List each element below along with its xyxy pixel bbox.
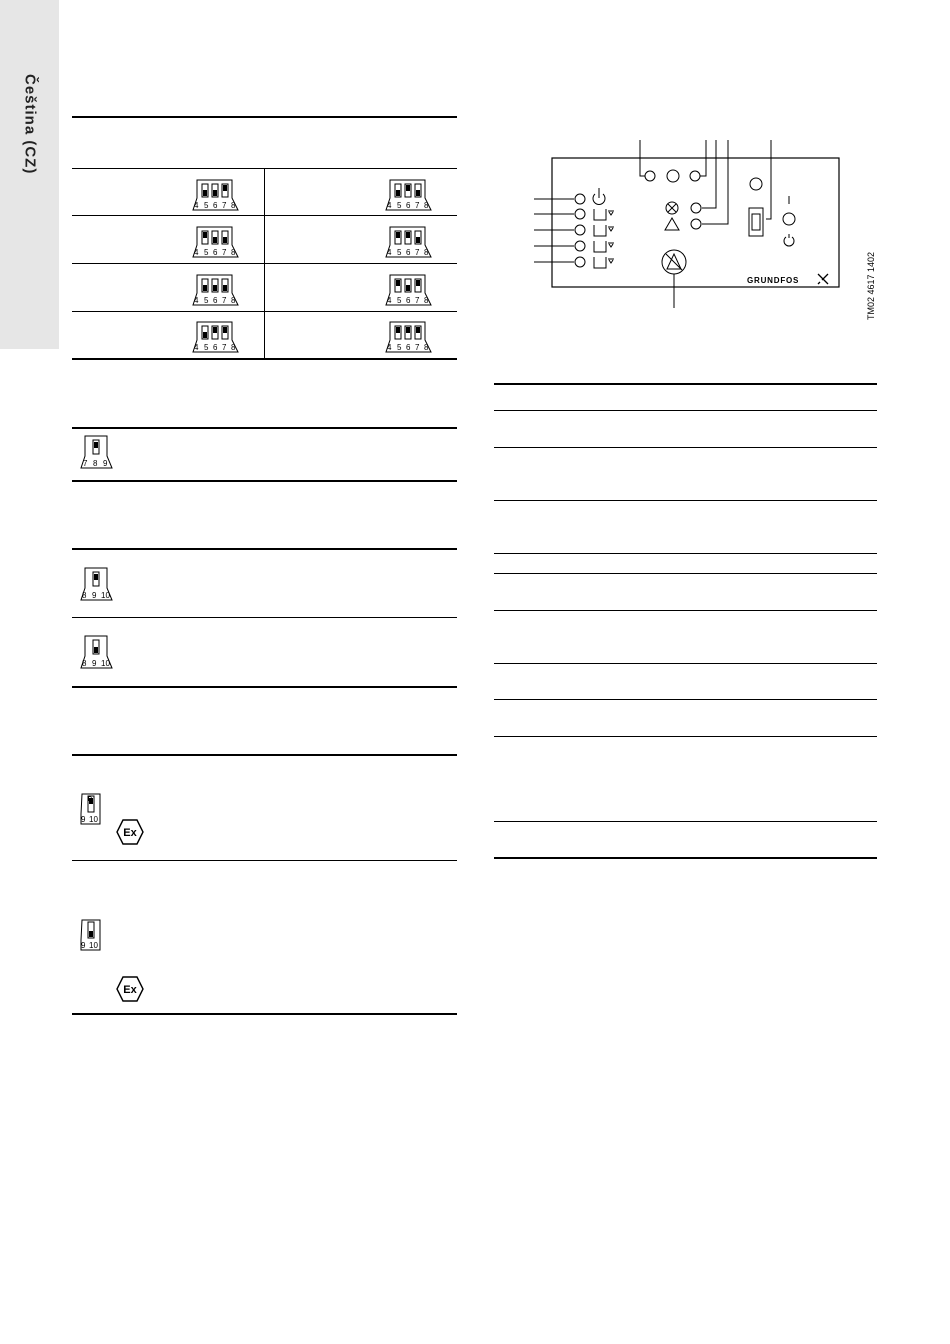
svg-text:4: 4 xyxy=(194,296,199,305)
section-rule xyxy=(72,1013,457,1015)
svg-text:8: 8 xyxy=(424,201,429,210)
svg-text:8: 8 xyxy=(93,459,98,468)
table-row-rule xyxy=(494,553,877,554)
svg-text:6: 6 xyxy=(213,248,218,257)
dip-switch-icon xyxy=(192,273,240,307)
svg-text:9: 9 xyxy=(81,941,86,950)
section-rule xyxy=(72,427,457,429)
svg-text:5: 5 xyxy=(204,201,209,210)
svg-text:5: 5 xyxy=(204,343,209,352)
svg-text:8: 8 xyxy=(231,201,236,210)
svg-text:7: 7 xyxy=(222,343,227,352)
svg-text:6: 6 xyxy=(213,296,218,305)
table-row-rule xyxy=(494,663,877,664)
language-tab-label: Čeština (CZ) xyxy=(21,74,39,175)
ex-hazard-icon xyxy=(116,819,144,845)
section-rule xyxy=(72,754,457,756)
svg-text:8: 8 xyxy=(424,343,429,352)
section-rule xyxy=(72,686,457,688)
svg-text:4: 4 xyxy=(387,248,392,257)
svg-text:8: 8 xyxy=(231,248,236,257)
table-row-rule xyxy=(494,699,877,700)
svg-text:8: 8 xyxy=(424,248,429,257)
svg-text:9: 9 xyxy=(92,659,97,668)
svg-text:10: 10 xyxy=(89,941,98,950)
table-top-rule xyxy=(72,116,457,118)
language-side-tab xyxy=(0,0,59,349)
svg-text:6: 6 xyxy=(406,343,411,352)
svg-text:6: 6 xyxy=(406,201,411,210)
svg-text:5: 5 xyxy=(204,248,209,257)
svg-text:6: 6 xyxy=(213,343,218,352)
dip-switch-9-10-icon xyxy=(80,792,104,826)
svg-text:7: 7 xyxy=(415,296,420,305)
figure-reference-code: TM02 4617 1402 xyxy=(866,251,876,320)
dip-switch-7-8-9-icon xyxy=(80,434,114,470)
control-panel-figure xyxy=(530,136,850,311)
section-rule xyxy=(72,860,457,861)
svg-text:10: 10 xyxy=(101,659,110,668)
svg-text:7: 7 xyxy=(222,296,227,305)
svg-text:9: 9 xyxy=(81,815,86,824)
section-rule xyxy=(72,548,457,550)
svg-text:8: 8 xyxy=(82,659,87,668)
svg-text:9: 9 xyxy=(103,459,108,468)
svg-text:4: 4 xyxy=(387,343,392,352)
brand-logo-text: GRUNDFOS xyxy=(747,276,800,285)
svg-text:Ex: Ex xyxy=(123,984,137,996)
dip-switch-icon xyxy=(385,273,433,307)
table-row-rule xyxy=(494,447,877,448)
svg-text:P: P xyxy=(88,797,93,803)
dip-switch-8-9-10-icon xyxy=(80,634,114,670)
svg-text:8: 8 xyxy=(424,296,429,305)
svg-text:4: 4 xyxy=(194,248,199,257)
table-row-rule xyxy=(494,410,877,411)
svg-text:10: 10 xyxy=(101,591,110,600)
svg-text:4: 4 xyxy=(194,343,199,352)
svg-text:7: 7 xyxy=(222,248,227,257)
table-row-rule xyxy=(494,736,877,737)
table-bottom-rule xyxy=(72,358,457,360)
svg-text:7: 7 xyxy=(415,343,420,352)
dip-switch-9-10-icon xyxy=(80,918,104,952)
dip-switch-icon xyxy=(385,178,433,212)
section-rule xyxy=(72,480,457,482)
svg-text:4: 4 xyxy=(194,201,199,210)
svg-text:7: 7 xyxy=(415,201,420,210)
svg-text:8: 8 xyxy=(231,296,236,305)
table-row-rule xyxy=(494,573,877,574)
dip-switch-icon xyxy=(385,225,433,259)
svg-text:5: 5 xyxy=(204,296,209,305)
table-top-rule xyxy=(494,383,877,385)
svg-text:Ex: Ex xyxy=(123,827,137,839)
svg-text:7: 7 xyxy=(83,459,88,468)
table-row-rule xyxy=(494,500,877,501)
dip-switch-icon xyxy=(192,225,240,259)
svg-text:7: 7 xyxy=(222,201,227,210)
svg-text:8: 8 xyxy=(231,343,236,352)
svg-text:5: 5 xyxy=(397,296,402,305)
dip-switch-icon xyxy=(192,320,240,354)
svg-text:6: 6 xyxy=(406,296,411,305)
svg-text:6: 6 xyxy=(213,201,218,210)
svg-text:5: 5 xyxy=(397,248,402,257)
table-row-rule xyxy=(494,610,877,611)
svg-text:5: 5 xyxy=(397,201,402,210)
table-bottom-rule xyxy=(494,857,877,859)
svg-text:6: 6 xyxy=(406,248,411,257)
section-rule xyxy=(72,617,457,618)
dip-switch-icon xyxy=(192,178,240,212)
dip-switch-8-9-10-icon xyxy=(80,566,114,602)
svg-text:8: 8 xyxy=(82,591,87,600)
svg-text:4: 4 xyxy=(387,296,392,305)
dip-switch-icon xyxy=(385,320,433,354)
table-row-rule xyxy=(494,821,877,822)
svg-text:9: 9 xyxy=(92,591,97,600)
ex-hazard-icon xyxy=(116,976,144,1002)
svg-text:5: 5 xyxy=(397,343,402,352)
svg-text:4: 4 xyxy=(387,201,392,210)
svg-text:10: 10 xyxy=(89,815,98,824)
svg-text:7: 7 xyxy=(415,248,420,257)
